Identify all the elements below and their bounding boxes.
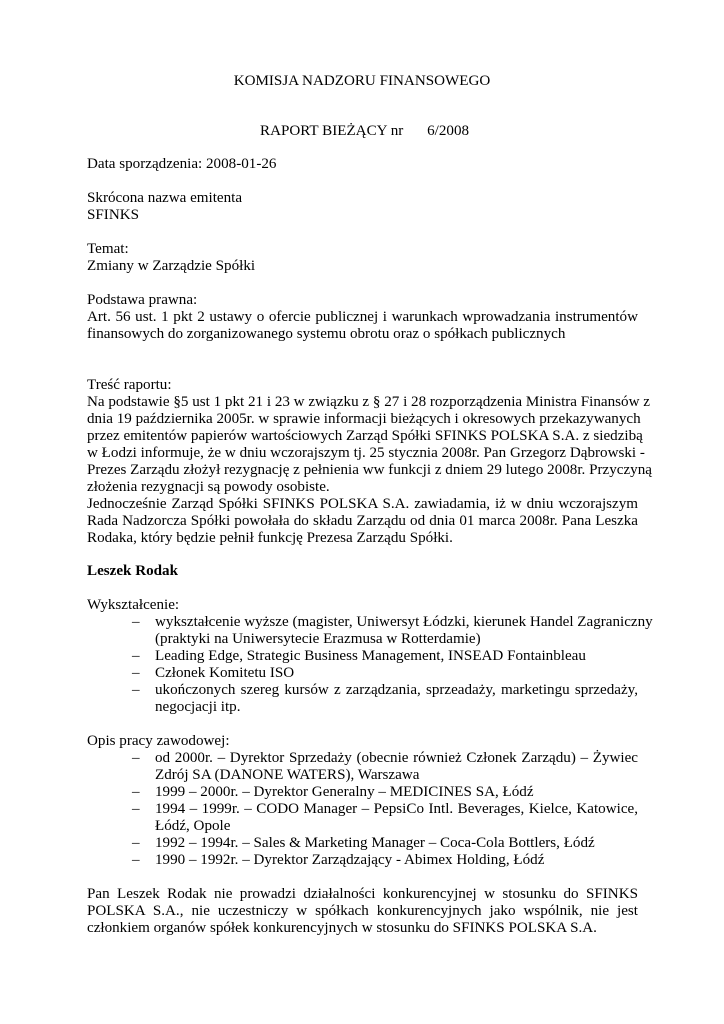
content-line: dnia 19 października 2005r. w sprawie informacji bieżących i okresowych przekazywanych — [87, 411, 641, 427]
list-bullet: – — [132, 750, 140, 766]
list-item: 1992 – 1994r. – Sales & Marketing Manager – Coca-Cola Bottlers, Łódź — [155, 835, 595, 851]
career-label: Opis pracy zawodowej: — [87, 733, 230, 749]
list-item: Członek Komitetu ISO — [155, 665, 295, 681]
content-line: złożenia rezygnacji są powody osobiste. — [87, 479, 330, 495]
list-item: wykształcenie wyższe (magister, Uniwersyt Łódzki, kierunek Handel Zagraniczny — [155, 614, 653, 630]
list-bullet: – — [132, 852, 140, 868]
list-bullet: – — [132, 648, 140, 664]
list-item-continuation: Łódź, Opole — [155, 818, 231, 834]
education-label: Wykształcenie: — [87, 597, 180, 613]
content-line: Jednocześnie Zarząd Spółki SFINKS POLSKA S.A. zawiadamia, iż w dniu wczorajszym — [87, 496, 638, 512]
closing-line: członkiem organów spółek konkurencyjnych w stosunku do SFINKS POLSKA S.A. — [87, 920, 597, 936]
issuer-value: SFINKS — [87, 207, 140, 223]
person-name-heading: Leszek Rodak — [87, 563, 178, 579]
report-number: 6/2008 — [427, 123, 470, 139]
list-item: ukończonych szereg kursów z zarządzania, sprzeadaży, marketingu sprzedaży, — [155, 682, 638, 698]
list-item-continuation: (praktyki na Uniwersytecie Erazmusa w Rotterdamie) — [155, 631, 481, 647]
content-line: Rodaka, który będzie pełnił funkcję Prezesa Zarządu Spółki. — [87, 530, 453, 546]
closing-line: Pan Leszek Rodak nie prowadzi działalności konkurencyjnej w stosunku do SFINKS — [87, 886, 638, 902]
list-item: od 2000r. – Dyrektor Sprzedaży (obecnie również Członek Zarządu) – Żywiec — [155, 750, 638, 766]
closing-line: POLSKA S.A., nie uczestniczy w spółkach konkurencyjnych jako wspólnik, nie jest — [87, 903, 638, 919]
list-bullet: – — [132, 784, 140, 800]
content-line: w Łodzi informuje, że w dniu wczorajszym tj. 25 stycznia 2008r. Pan Grzegorz Dąbrowski - — [87, 445, 645, 461]
report-title — [260, 123, 469, 141]
content-line: Prezes Zarządu złożył rezygnację z pełnienia ww funkcji z dniem 29 lutego 2008r. Przyczyną — [87, 462, 652, 478]
authority-heading: KOMISJA NADZORU FINANSOWEGO — [233, 73, 491, 89]
list-item-continuation: Zdrój SA (DANONE WATERS), Warszawa — [155, 767, 420, 783]
list-item: 1999 – 2000r. – Dyrektor Generalny – MEDICINES SA, Łódź — [155, 784, 534, 800]
list-item-continuation: negocjacji itp. — [155, 699, 241, 715]
list-item: 1994 – 1999r. – CODO Manager – PepsiCo Intl. Beverages, Kielce, Katowice, — [155, 801, 638, 817]
content-line: Rada Nadzorcza Spółki powołała do składu Zarządu od dnia 01 marca 2008r. Pana Leszka — [87, 513, 638, 529]
list-item: Leading Edge, Strategic Business Management, INSEAD Fontainbleau — [155, 648, 586, 664]
subject-label: Temat: — [87, 241, 129, 257]
list-item: 1990 – 1992r. – Dyrektor Zarządzający - Abimex Holding, Łódź — [155, 852, 545, 868]
content-line: Na podstawie §5 ust 1 pkt 21 i 23 w związku z § 27 i 28 rozporządzenia Ministra Finansów z — [87, 394, 650, 410]
issuer-label: Skrócona nazwa emitenta — [87, 190, 243, 206]
list-bullet: – — [132, 835, 140, 851]
list-bullet: – — [132, 801, 140, 817]
report-label: RAPORT BIEŻĄCY nr — [260, 123, 404, 139]
legal-basis-label: Podstawa prawna: — [87, 292, 198, 308]
legal-basis-line: finansowych do zorganizowanego systemu obrotu oraz o spółkach publicznych — [87, 326, 566, 342]
preparation-date: Data sporządzenia: 2008-01-26 — [87, 156, 277, 172]
list-bullet: – — [132, 682, 140, 698]
list-bullet: – — [132, 614, 140, 630]
content-label: Treść raportu: — [87, 377, 172, 393]
content-line: przez emitentów papierów wartościowych Zarząd Spółki SFINKS POLSKA S.A. z siedzibą — [87, 428, 643, 444]
subject-value: Zmiany w Zarządzie Spółki — [87, 258, 256, 274]
list-bullet: – — [132, 665, 140, 681]
legal-basis-line: Art. 56 ust. 1 pkt 2 ustawy o ofercie publicznej i warunkach wprowadzania instrumentów — [87, 309, 638, 325]
